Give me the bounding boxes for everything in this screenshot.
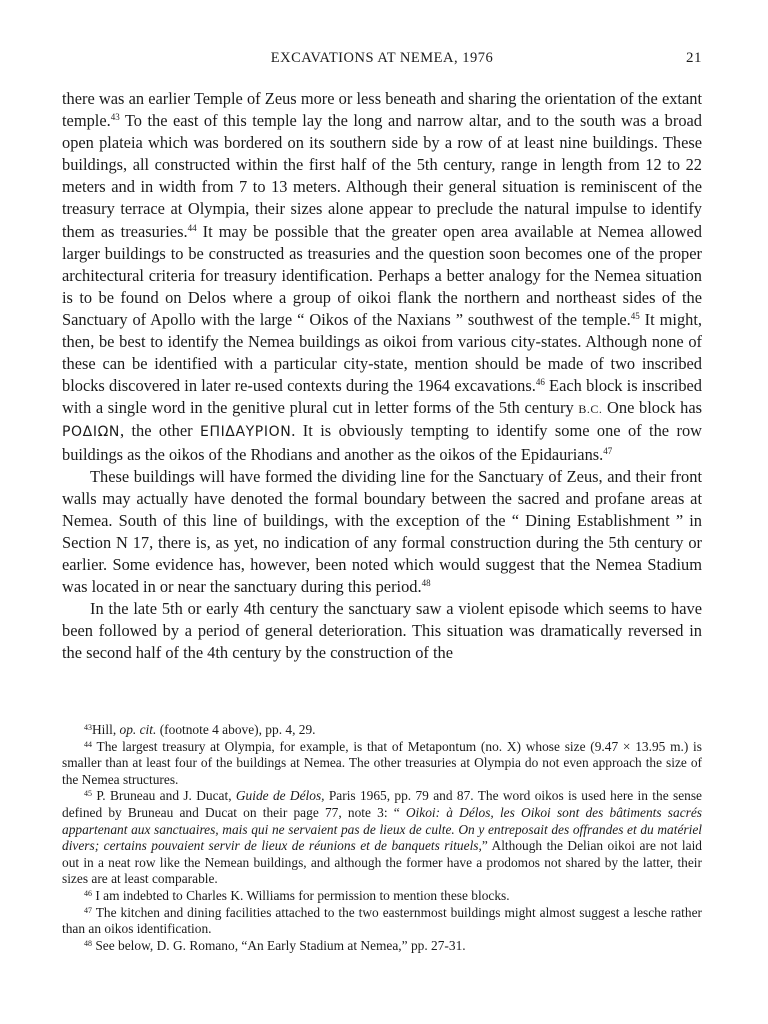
greek-inscription-epidaurion: ΕΠΙΔΑΥΡΙΟΝ [200,424,292,441]
running-head [62,50,702,72]
paragraph-1-text-c: It may be possible that the greater open area available at Nemea allowed larger buildings to be constructed as treasuries and the question soon becomes one of the proper architectural criteria for treasury identification. Perhaps a better analogy for the Nemea situation is to be found on Delos where a group of oikoi flank the northern and northeast sides of the Sanctuary of Apollo with the large “ Oikos of the Naxians ” southwest of the temple. [62,221,702,329]
paragraph-1-text-g: , the other [119,421,200,441]
running-title: EXCAVATIONS AT NEMEA, 1976 [270,50,494,66]
footnote-number: 47 [84,905,92,915]
footnote-47-text: The kitchen and dining facilities attached to the two easternmost buildings might almost suggest a lesche rather than an oikos identification. [62,904,702,937]
main-text [62,88,702,664]
paragraph-1 [62,88,702,466]
paragraph-1-text-h: . It is obviously tempting to identify some one of the row buildings as the oikos of the Rhodians and another as the oikos of the Epidaurians. [62,421,702,464]
footnote-number: 43 [84,723,92,732]
footnote-ref-48[interactable]: 48 [421,578,431,589]
footnote-ref-47[interactable]: 47 [603,445,613,456]
footnote-43-text-a: Hill, [92,722,120,737]
footnote-number: 44 [84,739,92,749]
paragraph-2 [62,466,702,599]
paragraph-1-text-e: Each block is inscribed with a single word in the genitive plural cut in letter forms of the 5th century [62,376,702,418]
footnote-45-italic-title: Guide de Délos, [235,788,325,804]
footnote-45-text-c: ” Although the Delian oikoi are not laid out in a neat row like the Nemean buildings, and although the former have a prodomos not shared by the latter, their sizes are at least comparable. [62,838,703,887]
footnote-number: 45 [84,789,92,799]
paragraph-1-text-f: One block has [602,398,702,418]
footnote-44-text: The largest treasury at Olympia, for example, is that of Metapontum (no. X) whose size (9.47 × 13.95 m.) is smaller than at least four of the buildings at Nemea. The other treasuries at Olympia do not even approach the size of the Nemea structures. [62,738,702,787]
footnote-45 [62,788,702,888]
footnote-43 [62,722,702,739]
footnote-46-text: I am indebted to Charles K. Williams for permission to mention these blocks. [95,887,510,903]
footnotes [62,722,702,954]
paragraph-1-text-a: there was an earlier Temple of Zeus more or less beneath and sharing the orientation of the extant temple. [62,89,702,131]
footnote-48-text: See below, D. G. Romano, “An Early Stadium at Nemea,” pp. 27-31. [95,937,466,953]
bc-abbreviation: B.C. [578,402,603,417]
footnote-46 [62,888,702,905]
footnote-ref-46[interactable]: 46 [535,377,545,388]
footnote-45-text-a: P. Bruneau and J. Ducat, [96,788,236,804]
footnote-43-italic: op. cit. [119,722,157,737]
footnote-number: 46 [84,888,92,898]
footnote-45-italic-quote: Oikoi: à Délos, les Oikoi sont des bâtiments sacrés appartenant aux sanctuaires, mais qui ne servaient pas de lieux de culte. On y entreposait des offrandes et du matériel divers; certains pouvaient servir de lieux de réunions et de banquets rituels, [62,804,703,854]
page-number: 21 [686,50,702,66]
footnote-ref-45[interactable]: 45 [630,310,640,321]
paragraph-1-text-d: It might, then, be best to identify the Nemea buildings as oikoi from various city-states. Although none of these can be identified with a particular city-state, mention should be made of two inscribed blocks discovered in later re-used contexts during the 1964 excavations. [62,309,702,396]
paragraph-3: In the late 5th or early 4th century the sanctuary saw a violent episode which seems to have been followed by a period of general deterioration. This situation was dramatically reversed in the second half of the 4th century by the construction of the [62,599,702,663]
paragraph-1-text-b: To the east of this temple lay the long and narrow altar, and to the south was a broad open plateia which was bordered on its southern side by a row of at least nine buildings. These buildings, all constructed within the first half of the 5th century, range in length from 12 to 22 meters and in width from 7 to 13 meters. Although their general situation is reminiscent of the treasury terrace at Olympia, their sizes alone appear to preclude the natural impulse to identify them as treasuries. [62,111,702,241]
footnote-number: 48 [84,938,92,948]
footnote-ref-44[interactable]: 44 [187,222,197,233]
greek-inscription-rhodion: ΡΟΔΙΩΝ [62,424,120,441]
paragraph-2-text: These buildings will have formed the dividing line for the Sanctuary of Zeus, and their front walls may actually have denoted the formal boundary between the sacred and profane areas at Nemea. South of this line of buildings, with the exception of the “ Dining Establishment ” in Section N 17, there is, as yet, no indication of any formal construction during the 5th century or earlier. Some evidence has, however, been noted which would suggest that the Nemea Stadium was located in or near the sanctuary during this period. [62,466,702,597]
footnote-47 [62,905,702,938]
footnote-43-text-b: (footnote 4 above), pp. 4, 29. [156,722,316,737]
footnote-44 [62,739,702,789]
footnote-ref-43[interactable]: 43 [110,112,120,123]
footnote-48 [62,938,702,955]
footnote-45-text-b: Paris 1965, pp. 79 and 87. The word oikos is used here in the sense defined by Bruneau and Ducat on their page 77, note 3: “ [62,788,702,820]
